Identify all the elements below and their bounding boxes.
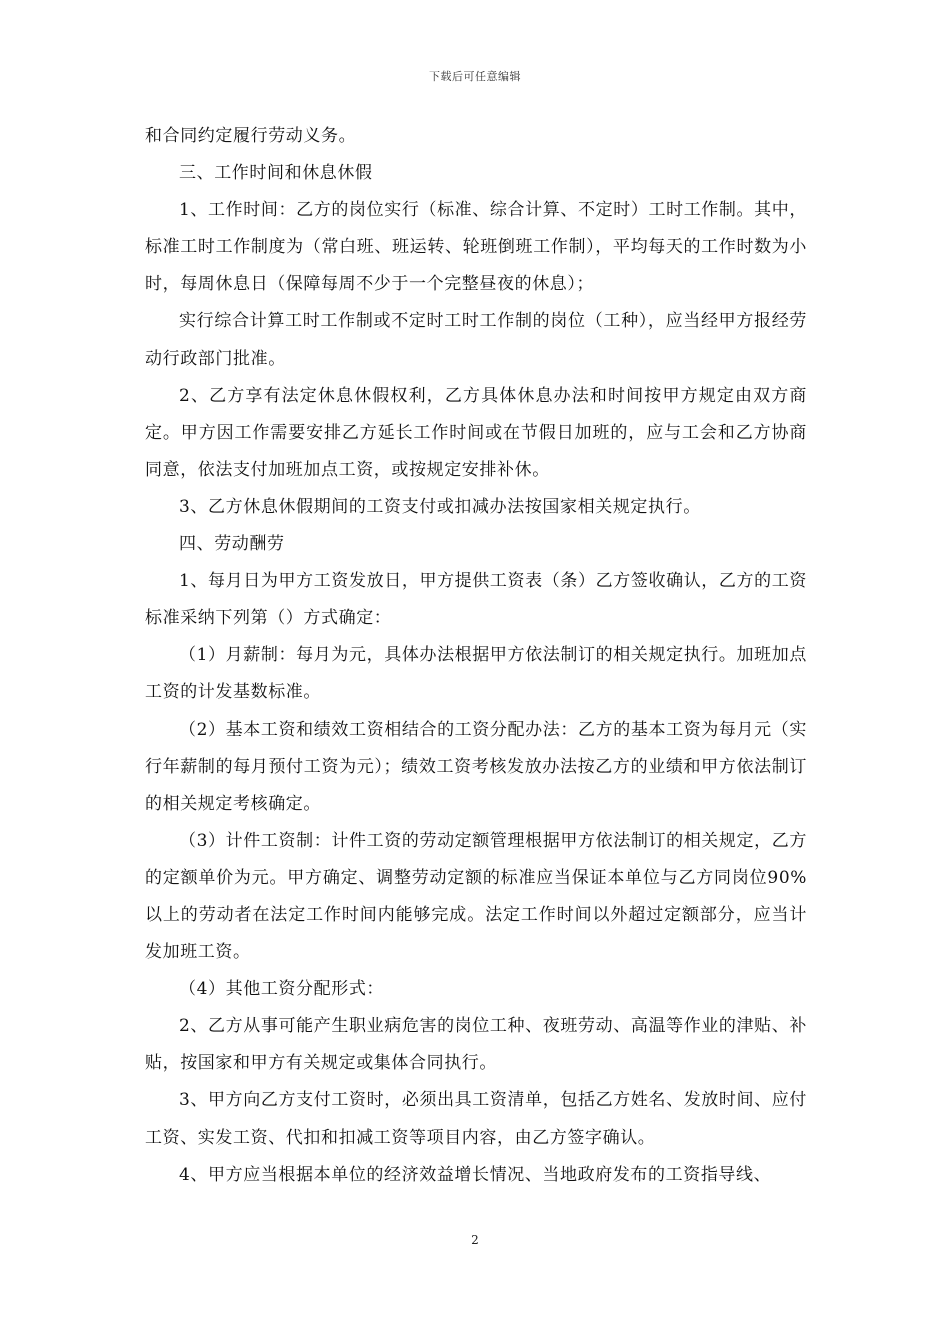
paragraph-rest-rights: 2、乙方享有法定休息休假权利，乙方具体休息办法和时间按甲方规定由双方商定。甲方因工作需要安排乙方延长工作时间或在节假日加班的，应与工会和乙方协商同意，依法支付加班加点工资，或按规定安排补休。 <box>145 385 807 480</box>
paragraph-comprehensive-hours: 实行综合计算工时工作制或不定时工时工作制的岗位（工种），应当经甲方报经劳动行政部门批准。 <box>145 311 807 369</box>
section-heading-work-time: 三、工作时间和休息休假 <box>179 163 373 184</box>
paragraph-work-time: 1、工作时间：乙方的岗位实行（标准、综合计算、不定时）工时工作制。其中，标准工时工作制度为（常白班、班运转、轮班倒班工作制），平均每天的工作时数为小时，每周休息日（保障每周不少于一个完整昼夜的休息）； <box>145 200 807 295</box>
paragraph-other-pay-forms: （4）其他工资分配形式： <box>179 979 385 1000</box>
paragraph-piece-rate: （3）计件工资制：计件工资的劳动定额管理根据甲方依法制订的相关规定，乙方的定额单价为元。甲方确定、调整劳动定额的标准应当保证本单位与乙方同岗位90%以上的劳动者在法定工作时间内能够完成。法定工作时间以外超过定额部分，应当计发加班工资。 <box>145 830 807 963</box>
paragraph-monthly-salary: （1）月薪制：每月为元，具体办法根据甲方依法制订的相关规定执行。加班加点工资的计发基数标准。 <box>145 645 807 703</box>
page-number: 2 <box>471 1233 479 1247</box>
paragraph-allowances: 2、乙方从事可能产生职业病危害的岗位工种、夜班劳动、高温等作业的津贴、补贴，按国家和甲方有关规定或集体合同执行。 <box>145 1016 807 1074</box>
paragraph-pay-slip: 3、甲方向乙方支付工资时，必须出具工资清单，包括乙方姓名、发放时间、应付工资、实发工资、代扣和扣减工资等项目内容，由乙方签字确认。 <box>145 1090 807 1148</box>
paragraph-continuation: 和合同约定履行劳动义务。 <box>145 126 357 146</box>
page-header-note: 下载后可任意编辑 <box>429 70 521 83</box>
document-body <box>145 118 807 1194</box>
paragraph-wage-growth: 4、甲方应当根据本单位的经济效益增长情况、当地政府发布的工资指导线、 <box>179 1164 772 1185</box>
section-heading-remuneration: 四、劳动酬劳 <box>179 534 285 555</box>
paragraph-pay-day: 1、每月日为甲方工资发放日，甲方提供工资表（条）乙方签收确认，乙方的工资标准采纳下列第（）方式确定： <box>145 571 807 629</box>
paragraph-rest-pay: 3、乙方休息休假期间的工资支付或扣减办法按国家相关规定执行。 <box>179 496 701 517</box>
paragraph-basic-performance-pay: （2）基本工资和绩效工资相结合的工资分配办法：乙方的基本工资为每月元（实行年薪制的每月预付工资为元）；绩效工资考核发放办法按乙方的业绩和甲方依法制订的相关规定考核确定。 <box>145 719 807 814</box>
